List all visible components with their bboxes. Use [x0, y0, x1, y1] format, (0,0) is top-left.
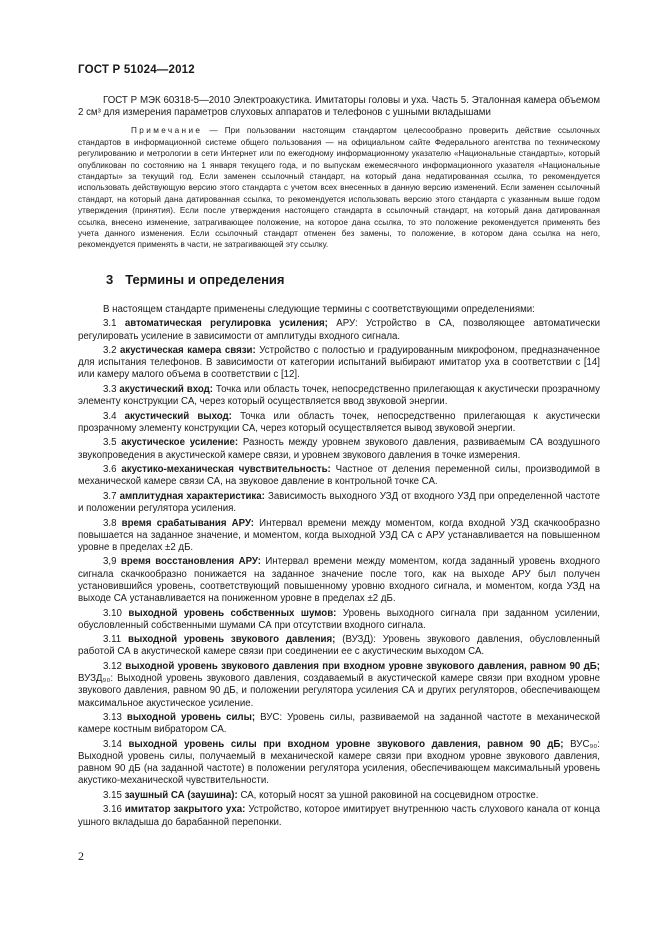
term-definition — [78, 608, 600, 632]
term-name: выходной уровень силы; — [126, 712, 256, 724]
term-number: 3.5 — [103, 437, 117, 449]
term-number: 3.16 — [103, 804, 122, 816]
term-name: акустический вход: — [119, 383, 214, 395]
term-number: 3.2 — [103, 345, 117, 357]
term-name: акустическая камера связи: — [120, 345, 256, 357]
term-text: Точка или область точек, непосредственно прилегающая к акустически прозрачному элементу конструкции СА, через который осуществляется вывод звуковой энергии. — [78, 410, 600, 434]
term-number: 3.10 — [103, 607, 122, 619]
term-text: Устройство, которое имитирует внутреннюю часть слухового канала от конца ушного вкладыша до барабанной перепонки. — [78, 804, 601, 828]
term-definition — [78, 345, 600, 382]
section-title: Термины и определения — [125, 271, 285, 287]
term-definition — [78, 411, 600, 435]
term-number: 3.12 — [103, 660, 122, 672]
term-text: АРУ: Устройство в СА, позволяющее автоматически регулировать усиление в зависимости от амплитуды входного сигнала. — [78, 318, 600, 342]
term-text: СА, который носят за ушной раковиной на сосцевидном отростке. — [240, 789, 539, 801]
term-text: Интервал времени между моментом, когда заданный уровень входного сигнала скачкообразно понижается на заданное значение после того, как на выходе АРУ был получен установившийся уровень, соответствующий повышенному уровню входного сигнала, и моментом, когда УЗД на выходе СА устанавливается на пониженном уровне в пределах ±2 дБ. — [78, 556, 600, 605]
term-name: выходной уровень звукового давления при входном уровне звукового давления, равном 90 дБ; — [125, 660, 600, 672]
term-number: 3.6 — [103, 464, 117, 476]
term-text: Уровень выходного сигнала при заданном усилении, обусловленный собственными шумами СА при отсутствии входного сигнала. — [78, 607, 600, 631]
term-text: ВУС₉₀: Выходной уровень силы, получаемый в механической камере связи при входном уровне звукового давления, равном 90 дБ (на заданной частоте) в положении регулятора усиления, обеспечивающем максимальный уровень акустико-механической чувствительности. — [78, 738, 600, 787]
term-text: Устройство с полостью и градуированным микрофоном, предназначенное для испытания телефонов. В зависимости от категории испытаний выбирают имитатор уха в соответствии с [14] или камеру малого объема в соответствии с [12]. — [78, 345, 600, 381]
term-text: ВУС: Уровень силы, развиваемой на заданной частоте в механической камере костным вибратором СА. — [78, 712, 600, 736]
term-definition — [78, 464, 600, 488]
section-number: 3 — [106, 271, 114, 287]
normative-reference: ГОСТ Р МЭК 60318-5—2010 Электроакустика. Имитаторы головы и уха. Часть 5. Эталонная камера объемом 2 см³ для измерения параметров слуховых аппаратов и телефонов с ушными вкладышами — [78, 95, 600, 119]
terms-list — [78, 318, 600, 828]
term-number: 3.8 — [103, 517, 117, 529]
term-name: выходной уровень силы при входном уровне звукового давления, равном 90 дБ; — [128, 738, 564, 750]
page-content — [78, 93, 600, 829]
term-definition — [78, 491, 600, 515]
term-definition — [78, 437, 600, 461]
term-text: Точка или область точек, непосредственно прилегающая к акустически прозрачному элементу конструкции СА, через который осуществляется ввод звуковой энергии. — [78, 383, 600, 408]
term-name: имитатор закрытого уха: — [124, 804, 246, 816]
term-name: время восстановления АРУ: — [120, 556, 261, 568]
term-definition — [78, 634, 600, 658]
term-definition — [78, 804, 600, 828]
term-name: выходной уровень собственных шумов: — [128, 607, 337, 619]
term-definition — [78, 790, 600, 802]
term-definition — [78, 556, 600, 605]
term-number: 3.4 — [103, 410, 117, 422]
term-number: 3.7 — [103, 490, 117, 502]
note — [78, 125, 600, 250]
term-number: 3.15 — [103, 789, 122, 801]
term-name: заушный СА (заушина): — [124, 789, 238, 801]
term-name: акустико-механическая чувствительность: — [121, 464, 331, 476]
term-name: амплитудная характеристика: — [119, 490, 265, 502]
term-text: (ВУЗД): Уровень звукового давления, обусловленный работой СА в акустической камере связи при соединении ее с акустическим выходом СА. — [78, 634, 600, 658]
note-text: — При пользовании настоящим стандартом целесообразно проверить действие ссылочных стандартов в информационной системе общего пользования — на официальном сайте Федерального агентства по техническому регулированию и метрологии в сети Интернет или по ежегодному информационному указателю «Национальные стандарты», который опубликован по состоянию на 1 января текущего года, и по выпускам ежемесячного информационного указателя «Национальные стандарты» за текущий год. Если заменен ссылочный стандарт, на который дана недатированная ссылка, то рекомендуется использовать действующую версию этого стандарта с учетом всех внесенных в данную версию изменений. Если заменен ссылочный стандарт, на который дана датированная ссылка, то рекомендуется использовать версию этого стандарта с указанным выше годом утверждения (принятия). Если после утверждения настоящего стандарта в ссылочный стандарт, на который дана датированная ссылка, внесено изменение, затрагивающее положение, на которое дана ссылка, то это положение рекомендуется применять без учета данного изменения. Если ссылочный стандарт отменен без замены, то положение, в котором дана ссылка на него, рекомендуется применять в части, не затрагивающей эту ссылку. — [78, 126, 600, 250]
term-text: ВУЗД₉₀: Выходной уровень звукового давления, создаваемый в акустической камере связи при входном уровне звукового давления, равном 90 дБ, и положении регулятора усиления СА и других регуляторов, обеспечивающем максимальное акустическое усиление. — [78, 673, 600, 709]
section-heading — [106, 272, 600, 287]
term-name: автоматическая регулировка усиления; — [124, 318, 328, 330]
term-definition — [78, 318, 600, 342]
note-label: Примечание — [131, 126, 203, 136]
term-definition — [78, 384, 600, 408]
term-definition — [78, 518, 600, 555]
term-number: 3.13 — [103, 712, 122, 724]
page-number: 2 — [78, 849, 84, 863]
term-name: время срабатывания АРУ: — [121, 517, 254, 529]
term-definition — [78, 739, 600, 788]
term-number: 3,9 — [103, 556, 117, 568]
term-name: акустическое усиление: — [121, 437, 239, 449]
intro-paragraph: В настоящем стандарте применены следующие термины с соответствующими определениями: — [103, 303, 535, 315]
term-name: акустический выход: — [124, 410, 232, 422]
term-text: Интервал времени между моментом, когда входной УЗД скачкообразно повышается на заданное значение, и моментом, когда выходной УЗД СА с АРУ устанавливается на повышенном уровне в пределах ±2 дБ. — [78, 517, 600, 553]
term-text: Частное от деления переменной силы, производимой в механической камере связи СА, на звуковое давление в контрольной точке СА. — [78, 464, 600, 488]
term-number: 3.3 — [103, 383, 117, 395]
term-definition — [78, 661, 600, 710]
term-number: 3.14 — [103, 738, 122, 750]
term-definition — [78, 712, 600, 736]
term-text: Разность между уровнем звукового давления, развиваемым СА воздушного звукопроведения в акустической камере связи, и уровнем звукового давления в точке измерения. — [78, 437, 600, 461]
term-text: Зависимость выходного УЗД от входного УЗД при определенной частоте и положении регулятора усиления. — [78, 490, 600, 514]
page-header: ГОСТ Р 51024—2012 — [78, 64, 195, 76]
term-name: выходной уровень звукового давления; — [128, 634, 336, 646]
term-number: 3.11 — [103, 634, 122, 646]
term-number: 3.1 — [103, 318, 117, 330]
